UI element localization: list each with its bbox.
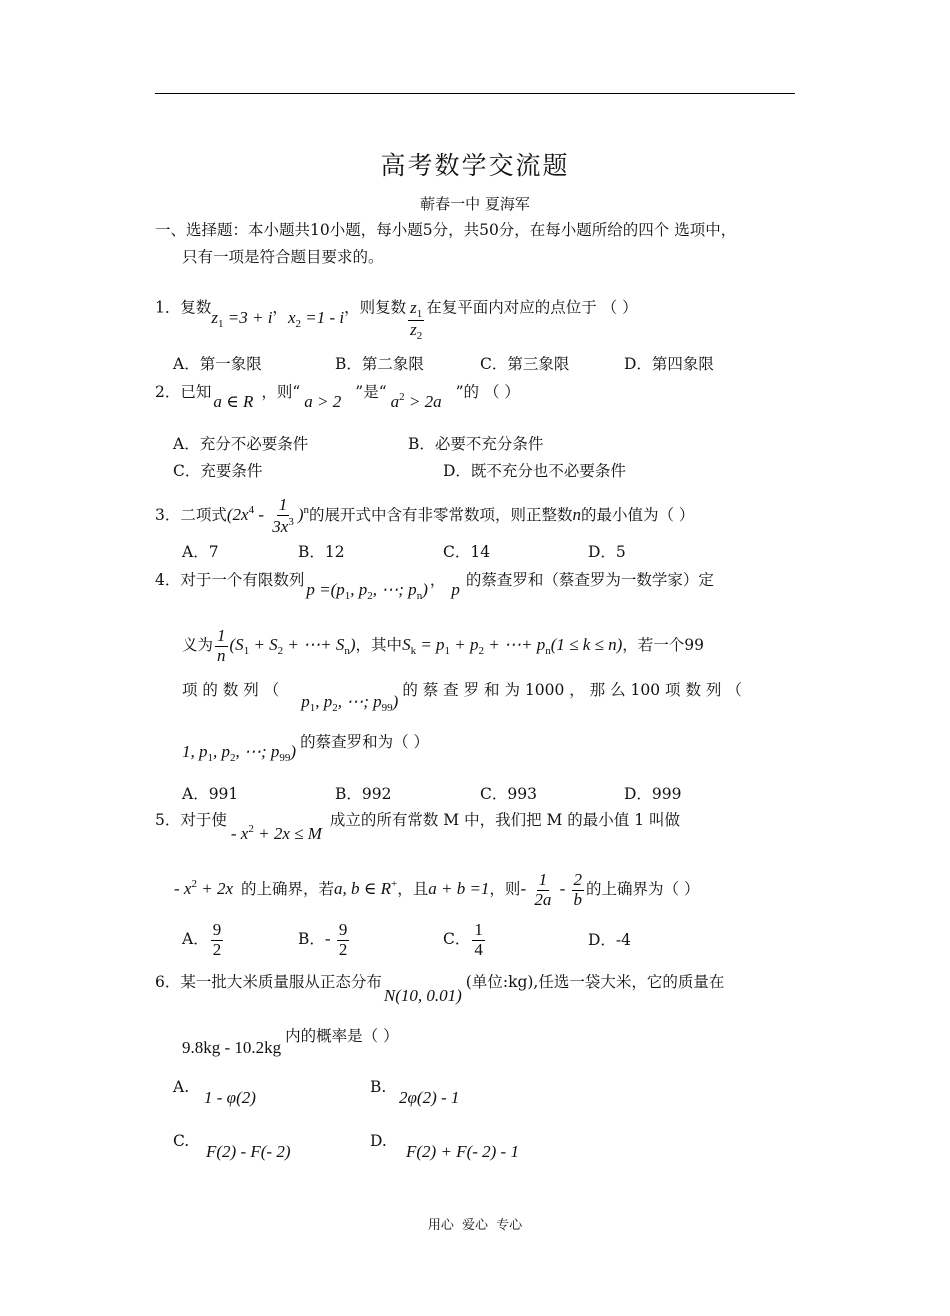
- q1-option-d: D．第四象限: [624, 355, 714, 373]
- q4-l1-tail: 的蔡查罗和（蔡查罗为一数学家）定: [465, 571, 714, 589]
- q5-l2-text-c: ，则: [489, 880, 521, 898]
- q3-option-b: B．12: [298, 543, 345, 561]
- page-footer: 用心 爱心 专心: [427, 1218, 523, 1233]
- q4-l3-lead: 项 的 数 列 （: [182, 681, 280, 699]
- q2-text-2: ”是“: [355, 383, 387, 401]
- q6-l2-tail: 内的概率是（ ）: [285, 1027, 399, 1045]
- q4-sequence: $p =(p_1$, $p_2$, ⋯; $p_n$): [306, 580, 428, 602]
- q4-sk-def: $S_k = p_1 + p_2$ + ⋯+ $p_n(1 \le k \le n)$: [402, 635, 623, 657]
- q3-option-a: A．7: [182, 543, 219, 561]
- q2-option-a: A．充分不必要条件: [173, 435, 309, 453]
- author-line: 蕲春一中 夏海军: [420, 195, 530, 213]
- q5-constraint: a + b =1: [428, 879, 490, 898]
- q6-option-c: F(2) - F(- 2): [206, 1142, 291, 1161]
- q1-z1: $z_1 =3 + i$: [211, 307, 273, 330]
- q2-a-gt-2: a > 2: [304, 392, 342, 411]
- q2-text-1: ，则“: [261, 383, 301, 401]
- q3-binomial: ($2x^4$ - $\frac{1}{3x^3}$ )$^n$: [226, 494, 309, 536]
- q6-option-a-label: A.: [173, 1078, 190, 1096]
- q4-option-b: B．992: [335, 785, 392, 803]
- question-6-line-1: [155, 970, 725, 1005]
- q5-l2-text-b: ，且: [397, 880, 429, 898]
- q3-option-d: D．5: [588, 543, 626, 561]
- question-6-line-2: [182, 1024, 399, 1057]
- q2-option-d: D．既不充分也不必要条件: [443, 462, 626, 480]
- q5-l1-tail: 成立的所有常数 M 中，我们把 M 的最小值 1 叫做: [329, 811, 681, 829]
- q3-n: n: [572, 505, 581, 524]
- q5-option-d: D．-4: [588, 931, 632, 949]
- q1-option-c: C．第三象限: [480, 355, 570, 373]
- q4-l1-comma: ，: [429, 571, 446, 589]
- q5-l2-tail: 的上确界为（ ）: [586, 880, 700, 898]
- question-1-stem: [155, 287, 638, 343]
- q6-option-b-label: B.: [370, 1078, 387, 1096]
- q1-fraction: $\frac{z_1}{z_2}$: [410, 298, 423, 343]
- q4-l3-tail: 的 蔡 查 罗 和 为 1000 ， 那 么 100 项 数 列 （: [402, 681, 742, 699]
- question-4-line-2: [182, 620, 704, 676]
- q2-square-ineq: $a^2 > 2a$: [390, 391, 442, 411]
- question-5-line-1: [155, 808, 681, 843]
- q5-option-c: C． $\frac{1}{4}$: [443, 919, 483, 959]
- q1-comma: ，: [272, 298, 288, 317]
- q6-range: 9.8kg - 10.2kg: [182, 1038, 282, 1057]
- q2-option-b: B．必要不充分条件: [408, 435, 544, 453]
- q4-seq-99: $p_1$, $p_2$, ⋯; $p_{99}$): [301, 692, 399, 714]
- q5-l1-lead: 5．对于使: [155, 811, 227, 829]
- q6-option-d-label: D.: [370, 1132, 387, 1150]
- q4-seq-100: 1, $p_1$, $p_2$, ⋯; $p_{99}$): [182, 742, 297, 764]
- q4-p: p: [451, 580, 460, 599]
- q1-option-a: A．第一象限: [173, 355, 262, 373]
- header-rule: [155, 93, 795, 94]
- q5-function: - $x^2 + 2x$: [174, 878, 233, 898]
- q3-tail-a: 的展开式中含有非零常数项，则正整数: [308, 506, 573, 524]
- q1-mid: ，则复数: [344, 298, 407, 317]
- question-4-line-4: [182, 730, 430, 764]
- question-4-line-3: [182, 678, 742, 714]
- q1-z2: $x_2 =1 - i$: [287, 307, 345, 330]
- q4-l2-tail: ，若一个99: [622, 636, 704, 654]
- q5-domain: a, b ∈ R+: [334, 878, 398, 898]
- q3-tail-b: 的最小值为（ ）: [581, 506, 695, 524]
- q1-option-b: B．第二象限: [335, 355, 424, 373]
- q2-option-c: C．充要条件: [173, 462, 263, 480]
- q3-lead: 3．二项式: [155, 506, 227, 524]
- q2-text-3: ”的 （ ）: [455, 383, 520, 401]
- q5-option-a: A． $\frac{9}{2}$: [182, 919, 222, 959]
- question-2-stem: [155, 380, 520, 411]
- q5-expression: - $\frac{1}{2a}$ - $\frac{2}{b}$: [520, 869, 583, 909]
- page-title: 高考数学交流题: [380, 151, 570, 180]
- q2-condition: a ∈ R: [213, 392, 254, 411]
- question-4-line-1: [155, 568, 714, 602]
- q4-option-d: D．999: [624, 785, 682, 803]
- q6-l1-lead: 6．某一批大米质量服从正态分布: [155, 973, 382, 991]
- q4-l1-lead: 4．对于一个有限数列: [155, 571, 305, 589]
- q6-distribution: N(10, 0.01): [383, 986, 462, 1005]
- q4-l4-tail: 的蔡查罗和为（ ）: [300, 733, 430, 751]
- q4-option-c: C．993: [480, 785, 537, 803]
- q6-option-d: F(2) + F(- 2) - 1: [406, 1142, 519, 1161]
- q5-inequality: - $x^2 + 2x \le M$: [230, 823, 322, 843]
- q4-one-over-n: $\frac{1}{n}$: [217, 625, 226, 665]
- question-5-line-2: [174, 858, 699, 915]
- question-3-stem: [155, 484, 694, 541]
- section-heading-cont: 只有一项是符合题目要求的。: [182, 248, 384, 266]
- q6-option-a: 1 - φ(2): [204, 1088, 256, 1107]
- q5-option-b: B．- $\frac{9}{2}$: [298, 919, 348, 959]
- q5-l2-text-a: 的上确界，若: [241, 880, 335, 898]
- q6-option-b: 2φ(2) - 1: [399, 1088, 460, 1107]
- q4-l2-mid: ，其中: [355, 636, 403, 654]
- q6-option-c-label: C.: [173, 1132, 190, 1150]
- q4-option-a: A．991: [182, 785, 239, 803]
- q1-lead: 1．复数: [155, 298, 212, 317]
- q3-option-c: C．14: [443, 543, 491, 561]
- q6-l1-tail: (单位:kg),任选一袋大米，它的质量在: [465, 973, 725, 991]
- q2-lead: 2．已知: [155, 383, 212, 401]
- section-heading: 一、选择题：本小题共10小题，每小题5分，共50分，在每小题所给的四个 选项中，: [155, 221, 737, 239]
- q1-tail: 在复平面内对应的点位于 （ ）: [426, 298, 638, 317]
- q4-cesaro-def: ($S_1 + S_2$ + ⋯+ $S_n$): [229, 635, 356, 657]
- q4-l2-lead: 义为: [182, 636, 214, 654]
